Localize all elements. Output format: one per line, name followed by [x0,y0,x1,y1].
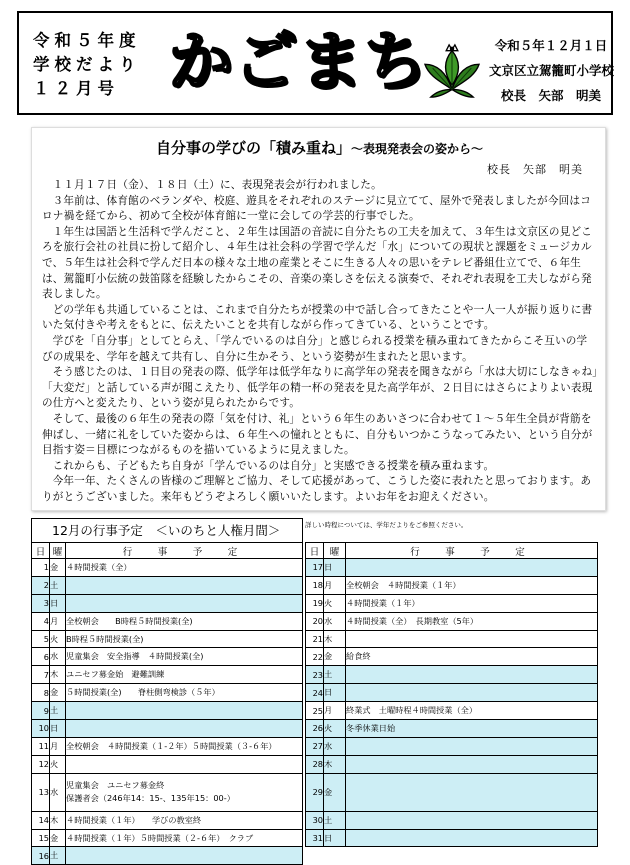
schedule-day: 15 [32,829,50,847]
schedule-day: 18 [306,576,324,594]
schedule-day: 8 [32,684,50,702]
article-subtitle: ～表現発表会の姿から～ [351,142,484,156]
schedule-weekday: 火 [50,755,66,773]
schedule-day: 4 [32,612,50,630]
schedule-weekday: 金 [324,648,346,666]
schedule-event-text: 児童集会 ユニセフ募金終 [66,780,165,791]
schedule-day: 5 [32,630,50,648]
schedule-event-text: 終業式 土曜時程４時間授業（全） [346,705,478,716]
schedule-event [346,576,598,594]
article-paragraph: 学びを「自分事」としてとらえ、「学んでいるのは自分」と感じられる授業を積み重ねてきたからこそ互いの学びの成果を、学年を越えて共有し、自分に生かそう、という姿勢が生まれたと思います。 [42,334,588,363]
schedule-event [66,684,303,702]
schedule-row [306,720,598,738]
schedule-event [346,702,598,720]
school-name: 文京区立駕籠町小学校 [489,63,615,78]
schedule-event [346,612,598,630]
schedule-weekday: 土 [324,811,346,829]
article-title-main: 自分事の学びの「積み重ね」 [155,139,351,157]
article-paragraph: １年生は国語と生活科で学んだこと、２年生は国語の音読に自分たちの工夫を加えて、３年生は文京区の見どころを旅行会社の社員に扮して紹介し、４年生は社会科の学習で学んだ「水」についての現状と課題をミュージカルで、５年生は社会科で学んだ日本の様々な土地の産業とそこに生きる人々の思いをテレビ番組仕立てで、６年生は、駕籠町小伝統の鼓笛隊を経験したからこその、音楽の楽しさを伝える演奏で、それぞれ表現を工夫しながら発表しました。 [42,225,593,301]
schedule-event [66,737,303,755]
schedule-event [346,829,598,847]
schedule-row [32,666,303,684]
schedule-day: 12 [32,755,50,773]
schedule-day: 14 [32,811,50,829]
schedule-weekday: 土 [324,666,346,684]
schedule-day: 21 [306,630,324,648]
schedule-weekday: 日 [324,684,346,702]
schedule-event [66,594,303,612]
schedule-weekday: 火 [50,630,66,648]
schedule-day: 29 [306,773,324,811]
schedule-event-text: ４時間授業（１年） [346,597,420,608]
schedule-event [346,648,598,666]
schedule-weekday: 月 [50,612,66,630]
schedule-event [66,755,303,773]
schedule-event [346,755,598,773]
schedule-event-text: ４時間授業（全） [66,561,132,572]
article-body [42,178,598,505]
col-weekday-header: 曜 [324,543,346,559]
schedule-row [32,737,303,755]
newsletter-header [17,11,613,115]
schedule-day: 17 [306,559,324,577]
issue-type: 学校だより [33,55,141,74]
schedule-weekday: 金 [50,559,66,577]
schedule-row [32,612,303,630]
article-paragraph: どの学年も共通していることは、これまで自分たちが授業の中で話し合ってきたことや一人一人が振り返りに書いた気付きや考えをもとに、伝えたいことを共有しながら作ってきている、ということです。 [42,303,593,332]
article-paragraph: これからも、子どもたち自身が「学んでいるのは自分」と実感できる授業を積み重ねます。 [52,459,495,472]
col-event-header: 行 事 予 定 [346,543,598,559]
schedule-event-text: 冬季休業日始 [346,722,396,733]
schedule-event-text: 全校朝会 B時程５時間授業(全) [66,615,193,626]
schedule-row [306,594,598,612]
article-paragraph: そして、最後の６年生の発表の際「気を付け、礼」という６年生のあいさつに合わせて１～５年生全員が背筋を伸ばし、一緒に礼をしていた姿からは、６年生への憧れとともに、自分もいつかこうなってみたい、という自分が目指す姿＝目標につながるものを描いているように見えました。 [42,412,593,457]
article-paragraph: そう感じたのは、１日目の発表の際、低学年は低学年なりに高学年の発表を聞きながら「水は大切にしなきゃね」「大変だ」と話している声が聞こえたり、低学年の精一杯の発表を見た高学年が、２日目にはさらによりよい表現の仕方へと変えたり、という姿が見られたからです。 [42,366,598,410]
schedule-event-text: ４時間授業（１年） 学びの教室終 [66,814,202,825]
schedule-weekday: 土 [50,847,66,865]
article-paragraph: ３年前は、体育館のベランダや、校庭、遊具をそれぞれのステージに見立てて、屋外で発表しましたが今回はコロナ禍を経てから、初めて全校が体育館に一堂に会しての学芸的行事でした。 [42,194,592,223]
schedule-row [306,612,598,630]
schedule-day: 23 [306,666,324,684]
schedule-event [346,811,598,829]
schedule-row [306,811,598,829]
schedule-day: 13 [32,773,50,811]
col-weekday-header: 曜 [50,543,66,559]
schedule-weekday: 水 [324,612,346,630]
article-title [32,137,607,158]
schedule-weekday: 木 [50,811,66,829]
schedule-day: 16 [32,847,50,865]
issue-month: １２月号 [33,79,119,98]
schedule-row [306,630,598,648]
schedule-weekday: 火 [324,720,346,738]
schedule-row [306,684,598,702]
col-day-header: 日 [32,543,50,559]
schedule-weekday: 金 [50,829,66,847]
schedule-event [66,576,303,594]
schedule-weekday: 日 [50,594,66,612]
masthead-title: かごまち [169,25,429,100]
schedule-day: 11 [32,737,50,755]
schedule-weekday: 日 [50,720,66,738]
schedule-day: 3 [32,594,50,612]
schedule-weekday: 月 [324,702,346,720]
article-author: 校長 矢部 明美 [487,163,583,176]
schedule-weekday: 月 [50,737,66,755]
schedule-event [66,720,303,738]
schedule-row [32,755,303,773]
schedule-row [32,773,303,811]
schedule-row [306,829,598,847]
schedule-day: 6 [32,648,50,666]
schedule-event-text: ユニセフ募金始 避難訓練 [66,669,165,680]
schedule-day: 7 [32,666,50,684]
schedule-weekday: 木 [50,666,66,684]
issue-info [33,29,165,101]
schedule-event-text: ５時間授業(全) 脊柱側弯検診（５年） [66,687,220,698]
schedule-event-text: 全校朝会 ４時間授業（１-２年）５時間授業（３-６年） [66,740,277,751]
schedule-row [306,755,598,773]
schedule-event [66,612,303,630]
schedule-event [346,630,598,648]
schedule-event [66,648,303,666]
schedule-event [346,773,598,811]
schedule-day: 1 [32,559,50,577]
col-day-header: 日 [306,543,324,559]
december-schedule [31,518,598,861]
schedule-row [32,630,303,648]
schedule-day: 26 [306,720,324,738]
schedule-row [32,559,303,577]
schedule-event-text: B時程５時間授業(全) [66,633,144,644]
schedule-day: 30 [306,811,324,829]
col-event-header: 行 事 予 定 [66,543,303,559]
article-paragraph: 今年一年、たくさんの皆様のご理解とご協力、そして応援があって、こうした姿に表れたと思っております。ありがとうございました。来年もどうぞよろしく願いいたします。よいお年をお迎えください。 [42,475,592,503]
schedule-day: 24 [306,684,324,702]
schedule-row [306,666,598,684]
schedule-row [32,847,303,865]
schedule-day: 20 [306,612,324,630]
schedule-weekday: 火 [324,594,346,612]
schedule-row [32,684,303,702]
schedule-event [66,630,303,648]
schedule-event-text: 全校朝会 ４時間授業（１年） [346,579,461,590]
schedule-row [306,702,598,720]
schedule-event-text-2: 保護者会（246年14：15-、135年15：00-） [66,793,235,804]
principal-article [31,127,606,511]
schedule-event-text: ４時間授業（１年）５時間授業（２-６年） クラブ [66,832,254,843]
schedule-event [66,773,303,811]
schedule-day: 28 [306,755,324,773]
schedule-weekday: 木 [324,755,346,773]
schedule-row [32,720,303,738]
schedule-row [306,559,598,577]
schedule-day: 10 [32,720,50,738]
schedule-event [346,594,598,612]
schedule-weekday: 日 [324,829,346,847]
schedule-day: 25 [306,702,324,720]
schedule-day: 31 [306,829,324,847]
schedule-event [66,847,303,865]
schedule-row [32,594,303,612]
schedule-event [66,811,303,829]
schedule-weekday: 水 [324,737,346,755]
schedule-event-text: 児童集会 安全指導 ４時間授業(全) [66,651,204,662]
schedule-event [66,702,303,720]
issue-meta [489,33,613,108]
schedule-row [32,702,303,720]
schedule-event [66,666,303,684]
schedule-event [66,559,303,577]
schedule-row [32,811,303,829]
schedule-event [346,559,598,577]
schedule-event [346,720,598,738]
schedule-event-text: ４時間授業（全） 長期教室（5年） [346,615,479,626]
schedule-day: 2 [32,576,50,594]
schedule-row [306,773,598,811]
schedule-table-right [305,542,598,847]
schedule-weekday: 土 [50,576,66,594]
schedule-weekday: 日 [324,559,346,577]
schedule-day: 22 [306,648,324,666]
schedule-weekday: 金 [50,684,66,702]
principal-name: 校長 矢部 明美 [500,88,601,103]
article-paragraph: １１月１７日（金）、１８日（土）に、表現発表会が行われました。 [52,179,382,191]
schedule-weekday: 月 [324,576,346,594]
schedule-day: 27 [306,737,324,755]
schedule-event [346,737,598,755]
schedule-weekday: 木 [324,630,346,648]
schedule-row [306,737,598,755]
schedule-row [306,648,598,666]
schedule-weekday: 土 [50,702,66,720]
issue-year: 令和５年度 [33,31,141,50]
schedule-row [32,648,303,666]
schedule-row [306,576,598,594]
schedule-weekday: 水 [50,773,66,811]
schedule-event [66,829,303,847]
schedule-row [32,829,303,847]
schedule-event [346,666,598,684]
schedule-weekday: 金 [324,773,346,811]
schedule-event [346,684,598,702]
schedule-day: 19 [306,594,324,612]
schedule-event-text: 給食終 [346,651,371,662]
schedule-note: 詳しい時程については、学年だよりをご参照ください。 [305,521,468,529]
schedule-row [32,576,303,594]
leaf-crest-icon [423,43,481,101]
schedule-weekday: 水 [50,648,66,666]
issue-date: 令和５年１２月１日 [494,38,608,53]
schedule-day: 9 [32,702,50,720]
schedule-title: 12月の行事予定 ＜いのちと人権月間＞ [31,518,303,544]
schedule-table-left [31,542,303,865]
